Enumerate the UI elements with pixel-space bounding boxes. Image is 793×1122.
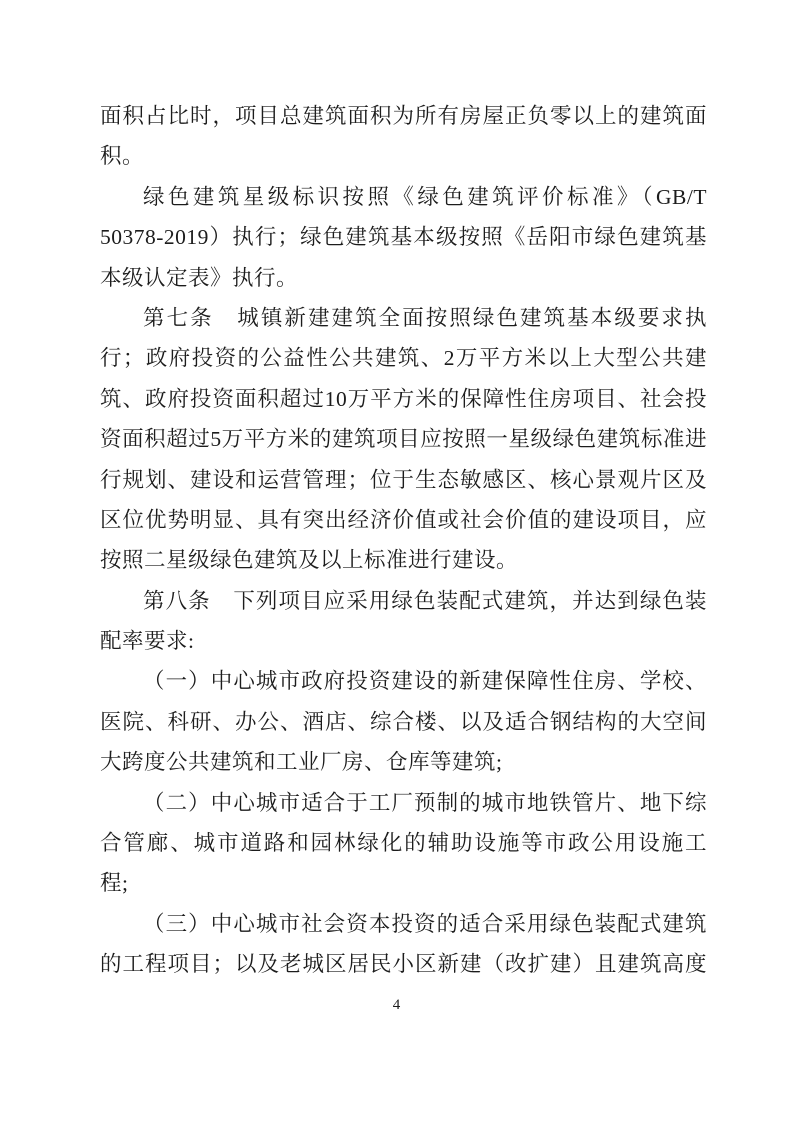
text-line: 面积占比时，项目总建筑面积为所有房屋正负零以上的建筑面: [100, 104, 707, 128]
text-line: 配率要求:: [100, 629, 195, 654]
text-line: 合管廊、城市道路和园林绿化的辅助设施等市政公用设施工: [100, 831, 707, 856]
text-line: 区位优势明显、具有突出经济价值或社会价值的建设项目，应: [100, 507, 707, 532]
document-body: [100, 96, 707, 985]
text-line: 资面积超过5万平方米的建筑项目应按照一星级绿色建筑标准进: [100, 427, 707, 452]
text-line: 的工程项目；以及老城区居民小区新建（改扩建）且建筑高度: [100, 952, 707, 977]
text-line: 程;: [100, 871, 129, 896]
text-line: 绿色建筑星级标识按照《绿色建筑评价标准》（GB/T: [143, 184, 707, 209]
text-line: 医院、科研、办公、酒店、综合楼、以及适合钢结构的大空间: [100, 709, 707, 734]
text-line: 大跨度公共建筑和工业厂房、仓库等建筑;: [100, 750, 503, 775]
text-line: 50378-2019）执行；绿色建筑基本级按照《岳阳市绿色建筑基: [100, 225, 707, 250]
text-line: 第八条 下列项目应采用绿色装配式建筑，并达到绿色装: [143, 588, 707, 613]
text-line: （三）中心城市社会资本投资的适合采用绿色装配式建筑: [143, 911, 707, 936]
text-line: 筑、政府投资面积超过10万平方米的保障性住房项目、社会投: [100, 386, 707, 411]
text-line: 行；政府投资的公益性公共建筑、2万平方米以上大型公共建: [100, 346, 707, 371]
text-line: （一）中心城市政府投资建设的新建保障性住房、学校、: [143, 669, 707, 694]
text-line: （二）中心城市适合于工厂预制的城市地铁管片、地下综: [143, 790, 707, 815]
text-line: 积。: [100, 144, 145, 169]
text-line: 第七条 城镇新建建筑全面按照绿色建筑基本级要求执: [143, 305, 707, 330]
text-line: 本级认定表》执行。: [100, 265, 299, 290]
text-line: 行规划、建设和运营管理；位于生态敏感区、核心景观片区及: [100, 467, 707, 492]
page-number: 4: [392, 997, 401, 1013]
text-line: 按照二星级绿色建筑及以上标准进行建设。: [100, 548, 519, 573]
